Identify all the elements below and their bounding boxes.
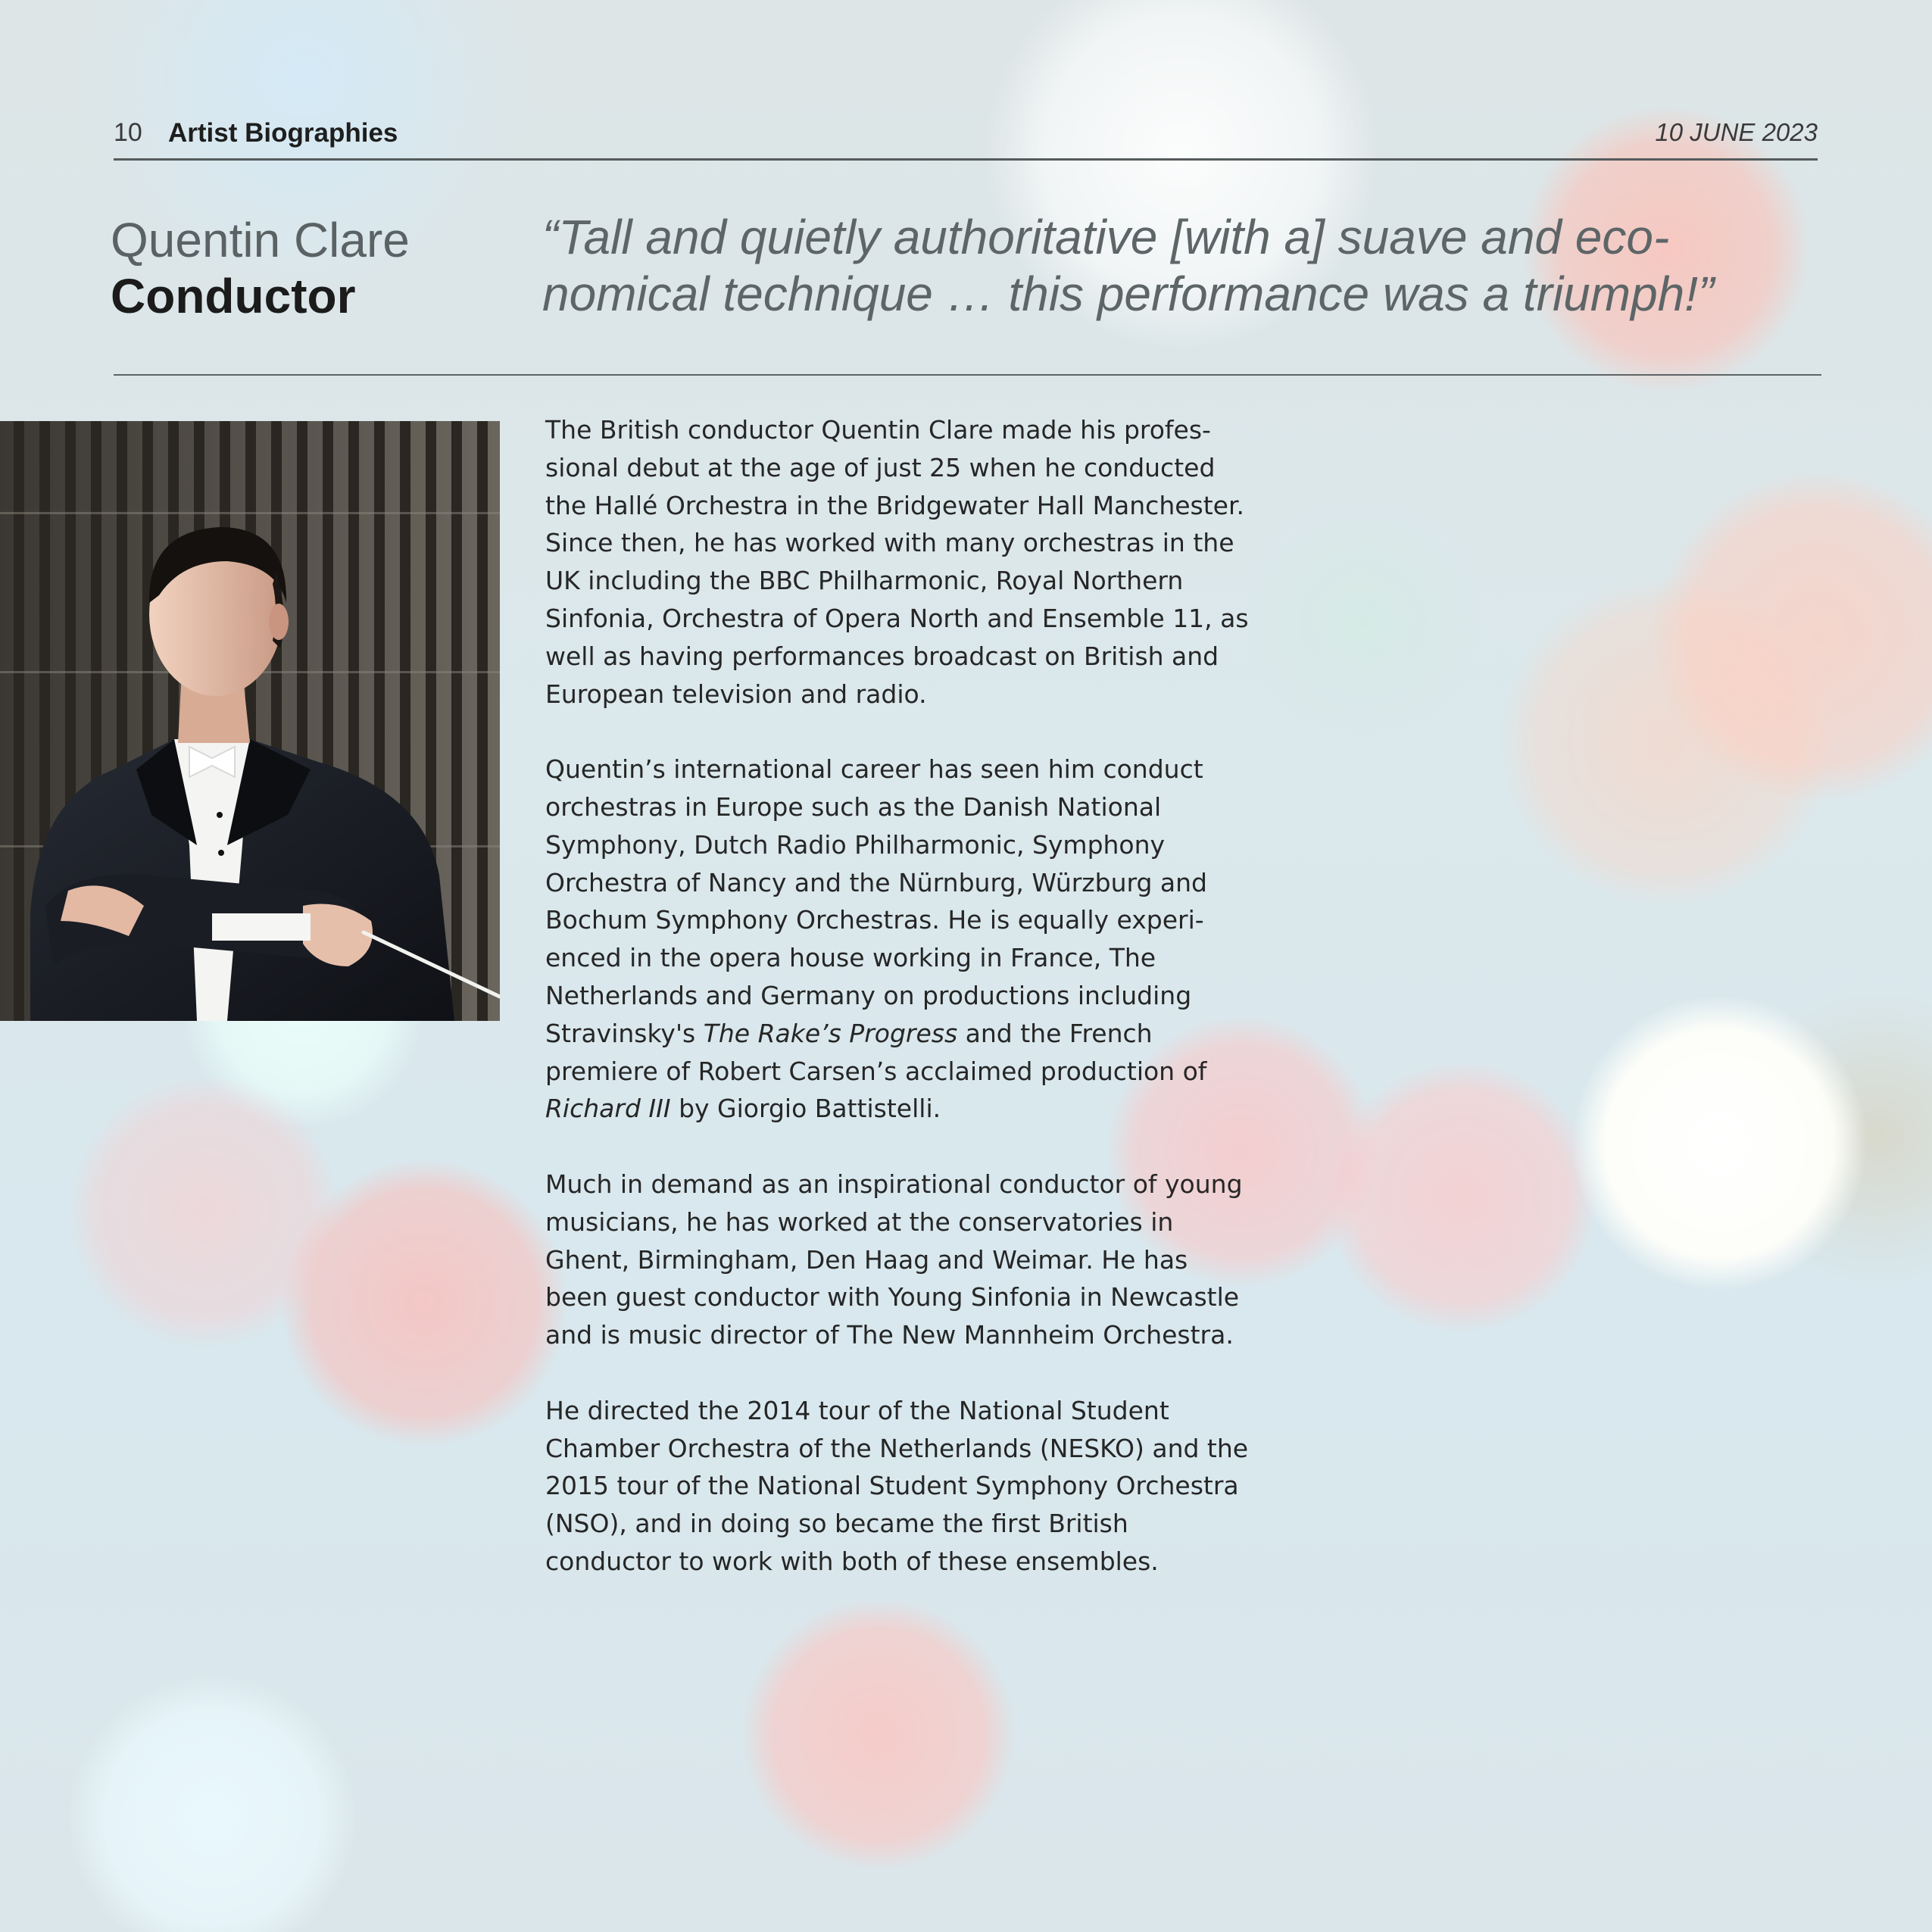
bio-paragraph — [545, 1392, 1249, 1581]
bio-line: conductor to work with both of these ensembles. — [545, 1546, 1159, 1576]
artist-name: Quentin Clare — [111, 213, 410, 267]
page-header — [114, 115, 1818, 153]
opera-title: Richard III — [545, 1094, 671, 1124]
bio-line: Netherlands and Germany on productions including — [545, 980, 1192, 1010]
bio-line: Orchestra of Nancy and the Nürnburg, Würzburg and — [545, 867, 1208, 897]
bio-line: sional debut at the age of just 25 when he conducted — [545, 452, 1216, 482]
section-title: Artist Biographies — [168, 118, 398, 148]
opera-title: The Rake’s Progress — [703, 1018, 958, 1048]
header-divider — [114, 158, 1818, 161]
bio-line: been guest conductor with Young Sinfonia in Newcastle — [545, 1282, 1240, 1312]
bio-line: The British conductor Quentin Clare made his profes- — [545, 415, 1211, 445]
bio-line: He directed the 2014 tour of the National Student — [545, 1395, 1169, 1425]
bio-line: European television and radio. — [545, 679, 927, 709]
bio-line: premiere of Robert Carsen’s acclaimed production of — [545, 1056, 1207, 1086]
bio-line: 2015 tour of the National Student Symphony Orchestra — [545, 1471, 1239, 1501]
bio-line: Sinfonia, Orchestra of Opera North and Ensemble 11, as — [545, 603, 1249, 633]
bio-text: by Giorgio Battistelli. — [670, 1094, 941, 1124]
bio-line: Since then, he has worked with many orchestras in the — [545, 528, 1234, 558]
quote-line: nomical technique … this performance was a triumph!” — [542, 267, 1715, 321]
bio-line: UK including the BBC Philharmonic, Royal Northern — [545, 566, 1184, 596]
biography-text — [545, 411, 1249, 1618]
conductor-portrait-photo — [0, 421, 500, 1021]
bio-line: well as having performances broadcast on British and — [545, 641, 1219, 671]
bio-text: Stravinsky's — [545, 1018, 704, 1048]
bio-paragraph — [545, 751, 1208, 1128]
bio-line — [545, 1015, 1197, 1053]
bio-line: Symphony, Dutch Radio Philharmonic, Symphony — [545, 829, 1166, 860]
bio-line: Bochum Symphony Orchestras. He is equally experi- — [545, 905, 1204, 935]
bio-line: musicians, he has worked at the conservatories in — [545, 1206, 1174, 1237]
quote-line: “Tall and quietly authoritative [with a] suave and eco- — [542, 210, 1670, 264]
bio-line: orchestras in Europe such as the Danish National — [545, 791, 1162, 822]
bio-line: (NSO), and in doing so became the first British — [545, 1509, 1128, 1539]
bio-paragraph — [545, 411, 1249, 713]
bio-line: and is music director of The New Mannheim Orchestra. — [545, 1320, 1234, 1350]
bio-line — [545, 1090, 1197, 1128]
bio-line: Ghent, Birmingham, Den Haag and Weimar. He has — [545, 1244, 1188, 1275]
bio-line: enced in the opera house working in France, The — [545, 943, 1156, 973]
bio-paragraph — [545, 1166, 1243, 1354]
bio-line: Much in demand as an inspirational conductor of young — [545, 1169, 1243, 1199]
section-divider — [114, 374, 1821, 376]
bio-line: Quentin’s international career has seen him conduct — [545, 754, 1203, 785]
page-number: 10 — [114, 118, 142, 147]
bio-line: the Hallé Orchestra in the Bridgewater Hall Manchester. — [545, 490, 1245, 520]
bio-text: and the French — [957, 1018, 1153, 1048]
artist-role: Conductor — [111, 269, 356, 323]
press-quote — [542, 209, 1830, 323]
publication-date: 10 JUNE 2023 — [1655, 118, 1818, 146]
bio-line: Chamber Orchestra of the Netherlands (NESKO) and the — [545, 1433, 1249, 1463]
